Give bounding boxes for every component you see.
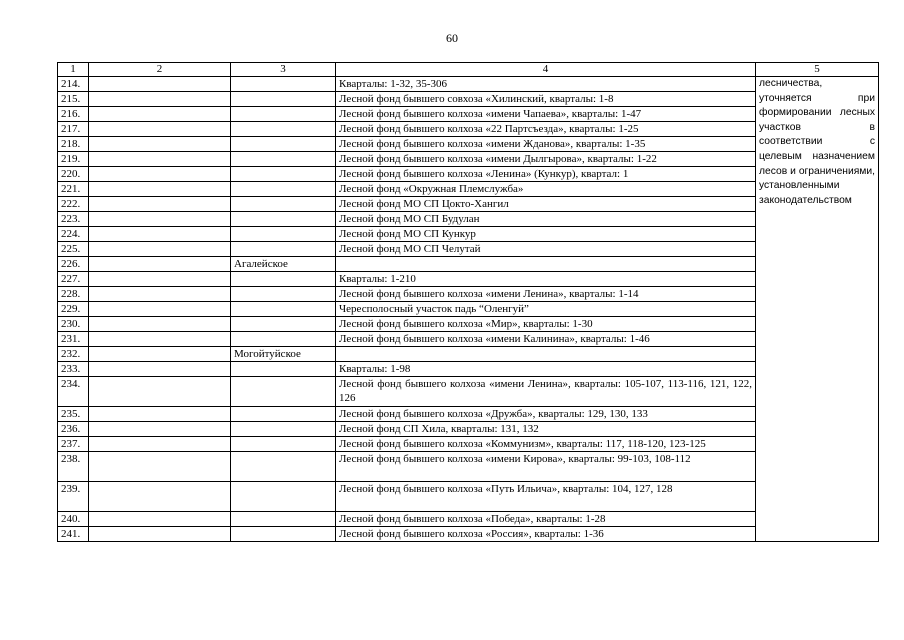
table-row	[58, 362, 879, 377]
row-number: 237.	[58, 437, 89, 452]
district-forestry-cell	[231, 197, 336, 212]
header-col-1: 1	[58, 63, 89, 77]
page-number: 60	[446, 31, 458, 45]
district-forestry-cell	[231, 437, 336, 452]
row-number: 239.	[58, 482, 89, 512]
description-cell: Лесной фонд бывшего совхоза «Хилинский, кварталы: 1-8	[336, 92, 756, 107]
table-row	[58, 332, 879, 347]
col-2-cell	[89, 167, 231, 182]
description-cell: Лесной фонд МО СП Кункур	[336, 227, 756, 242]
district-forestry-cell	[231, 242, 336, 257]
row-number: 224.	[58, 227, 89, 242]
table-row	[58, 287, 879, 302]
description-cell: Лесной фонд МО СП Будулан	[336, 212, 756, 227]
row-number: 234.	[58, 377, 89, 407]
header-col-5: 5	[756, 63, 879, 77]
row-number: 223.	[58, 212, 89, 227]
header-col-4: 4	[336, 63, 756, 77]
col-2-cell	[89, 482, 231, 512]
district-forestry-cell	[231, 317, 336, 332]
table-row	[58, 317, 879, 332]
table-row	[58, 137, 879, 152]
row-number: 215.	[58, 92, 89, 107]
description-cell: Лесной фонд бывшего колхоза «Дружба», кварталы: 129, 130, 133	[336, 407, 756, 422]
col-2-cell	[89, 137, 231, 152]
table-row	[58, 347, 879, 362]
description-cell: Лесной фонд бывшего колхоза «имени Калинина», кварталы: 1-46	[336, 332, 756, 347]
col-2-cell	[89, 452, 231, 482]
table-row	[58, 242, 879, 257]
table-body	[58, 63, 879, 542]
col-2-cell	[89, 152, 231, 167]
district-forestry-cell: Могойтуйское	[231, 347, 336, 362]
col-2-cell	[89, 242, 231, 257]
district-forestry-cell	[231, 137, 336, 152]
table-row	[58, 212, 879, 227]
row-number: 227.	[58, 272, 89, 287]
header-col-3: 3	[231, 63, 336, 77]
table-row	[58, 302, 879, 317]
table-header-row	[58, 63, 879, 77]
col-2-cell	[89, 422, 231, 437]
row-number: 241.	[58, 527, 89, 542]
description-cell: Лесной фонд бывшего колхоза «Мир», кварталы: 1-30	[336, 317, 756, 332]
description-cell: Лесной фонд бывшего колхоза «Путь Ильича», кварталы: 104, 127, 128	[336, 482, 756, 512]
district-forestry-cell	[231, 272, 336, 287]
district-forestry-cell	[231, 122, 336, 137]
table-row	[58, 92, 879, 107]
district-forestry-cell	[231, 287, 336, 302]
description-cell	[336, 257, 756, 272]
district-forestry-cell	[231, 512, 336, 527]
table-row	[58, 182, 879, 197]
description-cell: Лесной фонд бывшего колхоза «имени Чапаева», кварталы: 1-47	[336, 107, 756, 122]
row-number: 216.	[58, 107, 89, 122]
col-2-cell	[89, 77, 231, 92]
table-row	[58, 482, 879, 512]
header-col-2: 2	[89, 63, 231, 77]
col-2-cell	[89, 317, 231, 332]
district-forestry-cell	[231, 407, 336, 422]
row-number: 231.	[58, 332, 89, 347]
col-2-cell	[89, 512, 231, 527]
table-row	[58, 257, 879, 272]
col-2-cell	[89, 257, 231, 272]
row-number: 233.	[58, 362, 89, 377]
table-row	[58, 422, 879, 437]
row-number: 220.	[58, 167, 89, 182]
row-number: 232.	[58, 347, 89, 362]
col-2-cell	[89, 332, 231, 347]
description-cell: Чересполосный участок падь “Оленгуй”	[336, 302, 756, 317]
description-cell: Лесной фонд бывшего колхоза «Россия», кварталы: 1-36	[336, 527, 756, 542]
district-forestry-cell	[231, 227, 336, 242]
description-cell: Лесной фонд бывшего колхоза «22 Партсъезда», кварталы: 1-25	[336, 122, 756, 137]
district-forestry-cell	[231, 527, 336, 542]
row-number: 236.	[58, 422, 89, 437]
table-row	[58, 437, 879, 452]
col-2-cell	[89, 287, 231, 302]
district-forestry-cell	[231, 482, 336, 512]
row-number: 229.	[58, 302, 89, 317]
col-2-cell	[89, 92, 231, 107]
table-row	[58, 407, 879, 422]
description-cell: Кварталы: 1-32, 35-306	[336, 77, 756, 92]
row-number: 218.	[58, 137, 89, 152]
row-number: 230.	[58, 317, 89, 332]
col-2-cell	[89, 302, 231, 317]
row-number: 219.	[58, 152, 89, 167]
table-row	[58, 227, 879, 242]
col-2-cell	[89, 197, 231, 212]
col-2-cell	[89, 212, 231, 227]
district-forestry-cell	[231, 377, 336, 407]
col-2-cell	[89, 437, 231, 452]
description-cell: Кварталы: 1-210	[336, 272, 756, 287]
description-cell: Лесной фонд бывшего колхоза «имени Ленина», кварталы: 105-107, 113-116, 121, 122, 126	[336, 377, 756, 407]
description-cell: Лесной фонд МО СП Цокто-Хангил	[336, 197, 756, 212]
description-cell: Лесной фонд бывшего колхоза «имени Кирова», кварталы: 99-103, 108-112	[336, 452, 756, 482]
col-2-cell	[89, 227, 231, 242]
col-2-cell	[89, 377, 231, 407]
district-forestry-cell	[231, 452, 336, 482]
col-2-cell	[89, 122, 231, 137]
description-cell: Лесной фонд бывшего колхоза «Победа», кварталы: 1-28	[336, 512, 756, 527]
description-cell: Лесной фонд МО СП Челутай	[336, 242, 756, 257]
district-forestry-cell	[231, 77, 336, 92]
description-cell: Лесной фонд бывшего колхоза «Ленина» (Кункур), квартал: 1	[336, 167, 756, 182]
note-cell: лесничества, уточняется при формировании лесных участков в соответствии с целевым назначением лесов и ограничениями, установленными законодательством	[756, 77, 879, 542]
table-row	[58, 452, 879, 482]
row-number: 225.	[58, 242, 89, 257]
row-number: 235.	[58, 407, 89, 422]
col-2-cell	[89, 272, 231, 287]
table-row	[58, 512, 879, 527]
table-row	[58, 272, 879, 287]
row-number: 240.	[58, 512, 89, 527]
district-forestry-cell	[231, 212, 336, 227]
row-number: 226.	[58, 257, 89, 272]
district-forestry-cell	[231, 107, 336, 122]
col-2-cell	[89, 182, 231, 197]
district-forestry-cell	[231, 422, 336, 437]
district-forestry-cell	[231, 182, 336, 197]
district-forestry-cell	[231, 362, 336, 377]
forest-fund-table	[57, 62, 879, 542]
col-2-cell	[89, 407, 231, 422]
description-cell: Лесной фонд бывшего колхоза «имени Жданова», кварталы: 1-35	[336, 137, 756, 152]
description-cell: Лесной фонд СП Хила, кварталы: 131, 132	[336, 422, 756, 437]
district-forestry-cell	[231, 167, 336, 182]
col-2-cell	[89, 107, 231, 122]
description-cell: Лесной фонд бывшего колхоза «имени Ленина», кварталы: 1-14	[336, 287, 756, 302]
row-number: 214.	[58, 77, 89, 92]
row-number: 238.	[58, 452, 89, 482]
district-forestry-cell	[231, 332, 336, 347]
district-forestry-cell	[231, 152, 336, 167]
col-2-cell	[89, 347, 231, 362]
description-cell: Лесной фонд «Окружная Племслужба»	[336, 182, 756, 197]
row-number: 228.	[58, 287, 89, 302]
table-row	[58, 167, 879, 182]
row-number: 221.	[58, 182, 89, 197]
table-row	[58, 152, 879, 167]
table-row	[58, 107, 879, 122]
district-forestry-cell	[231, 302, 336, 317]
table-row	[58, 122, 879, 137]
table-row	[58, 77, 879, 92]
description-cell: Кварталы: 1-98	[336, 362, 756, 377]
description-cell: Лесной фонд бывшего колхоза «имени Дылгырова», кварталы: 1-22	[336, 152, 756, 167]
description-cell	[336, 347, 756, 362]
col-2-cell	[89, 527, 231, 542]
district-forestry-cell	[231, 92, 336, 107]
row-number: 222.	[58, 197, 89, 212]
col-2-cell	[89, 362, 231, 377]
table-row	[58, 377, 879, 407]
row-number: 217.	[58, 122, 89, 137]
district-forestry-cell: Агалейское	[231, 257, 336, 272]
description-cell: Лесной фонд бывшего колхоза «Коммунизм», кварталы: 117, 118-120, 123-125	[336, 437, 756, 452]
table-row	[58, 527, 879, 542]
table-row	[58, 197, 879, 212]
